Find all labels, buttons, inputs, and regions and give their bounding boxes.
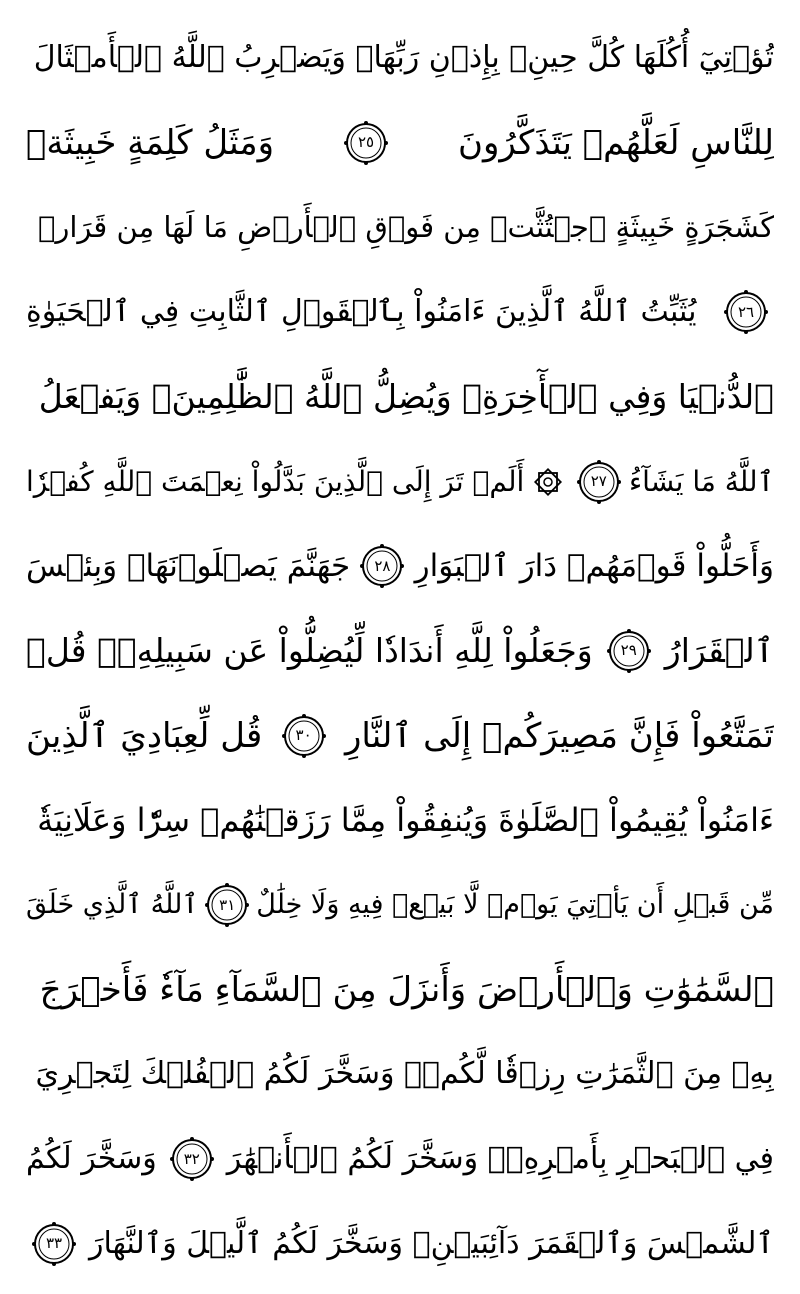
verse-text: أَلَمۡ تَرَ إِلَى ٱلَّذِينَ بَدَّلُواْ نِعۡمَتَ ٱللَّهِ كُفۡرٗا — [26, 464, 525, 498]
verse-text: ءَامَنُواْ يُقِيمُواْ ٱلصَّلَوٰةَ وَيُنفِقُواْ مِمَّا رَزَقۡنَٰهُمۡ سِرّٗا وَعَلَانِيَةٗ — [37, 801, 774, 840]
ayah-end-marker-icon — [32, 1222, 76, 1266]
verse-text: تَمَتَّعُواْ فَإِنَّ مَصِيرَكُمۡ إِلَى ٱلنَّارِ — [344, 715, 774, 756]
ayah-end-marker-icon — [607, 629, 651, 673]
ayah-end-marker-icon — [344, 121, 388, 165]
ayah-end-marker-icon — [724, 290, 768, 334]
ayah-number: ٢٩ — [620, 641, 637, 660]
ayah-number: ٣١ — [219, 895, 236, 914]
verse-text: وَجَعَلُواْ لِلَّهِ أَندَادٗا لِّيُضِلُّواْ عَن سَبِيلِهِۦۗ قُلۡ — [26, 630, 593, 670]
text-line — [26, 442, 774, 522]
ayah-number: ٢٨ — [374, 556, 391, 575]
verse-text: ٱللَّهُ مَا يَشَآءُ — [628, 464, 774, 498]
verse-text: لِلنَّاسِ لَعَلَّهُمۡ يَتَذَكَّرُونَ — [458, 122, 774, 163]
ayah-end-marker-icon — [282, 714, 326, 758]
verse-text: مِّن قَبۡلِ أَن يَأۡتِيَ يَوۡمٞ لَّا بَيۡعٞ فِيهِ وَلَا خِلَٰلٌ — [256, 889, 774, 921]
text-line — [26, 18, 774, 98]
ayah-number: ٢٦ — [737, 302, 755, 321]
text-line — [26, 950, 774, 1030]
ayah-number: ٣٠ — [295, 726, 312, 745]
text-line — [26, 780, 774, 860]
verse-text: جَهَنَّمَ يَصۡلَوۡنَهَاۖ وَبِئۡسَ — [26, 548, 351, 585]
verse-text: ٱلشَّمۡسَ وَٱلۡقَمَرَ دَآئِبَيۡنِۖ وَسَخَّرَ لَكُمُ ٱلَّيۡلَ وَٱلنَّهَارَ — [89, 1225, 774, 1261]
ayah-number: ٣٣ — [45, 1234, 63, 1253]
rub-el-hizb-icon — [533, 467, 563, 497]
text-line — [26, 1034, 774, 1114]
verse-text: يُثَبِّتُ ٱللَّهُ ٱلَّذِينَ ءَامَنُواْ بِٱلۡقَوۡلِ ٱلثَّابِتِ فِي ٱلۡحَيَوٰةِ — [26, 294, 697, 330]
ayah-end-marker-icon — [170, 1137, 214, 1181]
verse-text: ٱلدُّنۡيَا وَفِي ٱلۡأٓخِرَةِۖ وَيُضِلُّ ٱللَّهُ ٱلظَّٰلِمِينَۚ وَيَفۡعَلُ — [38, 376, 774, 416]
text-line — [26, 103, 774, 183]
verse-text: كَشَجَرَةٍ خَبِيثَةٍ ٱجۡتُثَّتۡ مِن فَوۡقِ ٱلۡأَرۡضِ مَا لَهَا مِن قَرَارٖ — [37, 210, 774, 245]
verse-text: ٱلۡقَرَارُ — [664, 630, 774, 670]
ayah-number: ٢٥ — [357, 133, 375, 152]
verse-text: تُؤۡتِيٓ أُكُلَهَا كُلَّ حِينِۭ بِإِذۡنِ رَبِّهَاۗ وَيَضۡرِبُ ٱللَّهُ ٱلۡأَمۡثَالَ — [33, 40, 774, 75]
text-line — [26, 1119, 774, 1199]
ayah-end-marker-icon — [577, 460, 621, 504]
text-line — [26, 611, 774, 691]
verse-text: وَسَخَّرَ لَكُمُ — [26, 1141, 157, 1177]
verse-text: قُل لِّعِبَادِيَ ٱلَّذِينَ — [26, 715, 263, 756]
text-line — [26, 1204, 774, 1284]
ayah-end-marker-icon — [360, 544, 404, 588]
verse-text: فِي ٱلۡبَحۡرِ بِأَمۡرِهِۦۖ وَسَخَّرَ لَكُمُ ٱلۡأَنۡهَٰرَ — [226, 1141, 774, 1177]
verse-text: بِهِۦ مِنَ ٱلثَّمَرَٰتِ رِزۡقٗا لَّكُمۡۖ وَسَخَّرَ لَكُمُ ٱلۡفُلۡكَ لِتَجۡرِيَ — [35, 1056, 774, 1092]
text-line — [26, 526, 774, 606]
text-line — [26, 696, 774, 776]
text-line — [26, 187, 774, 267]
text-line — [26, 272, 774, 352]
text-line — [26, 865, 774, 945]
verse-text: ٱلسَّمَٰوَٰتِ وَٱلۡأَرۡضَ وَأَنزَلَ مِنَ ٱلسَّمَآءِ مَآءٗ فَأَخۡرَجَ — [39, 969, 774, 1010]
verse-text: وَأَحَلُّواْ قَوۡمَهُمۡ دَارَ ٱلۡبَوَارِ — [414, 548, 774, 585]
verse-text: ٱللَّهُ ٱلَّذِي خَلَقَ — [26, 889, 199, 921]
verse-text: وَمَثَلُ كَلِمَةٍ خَبِيثَةٖ — [26, 122, 275, 163]
ayah-number: ٣٢ — [183, 1149, 200, 1168]
text-line — [26, 357, 774, 437]
ayah-end-marker-icon — [205, 883, 249, 927]
ayah-number: ٢٧ — [590, 472, 607, 491]
